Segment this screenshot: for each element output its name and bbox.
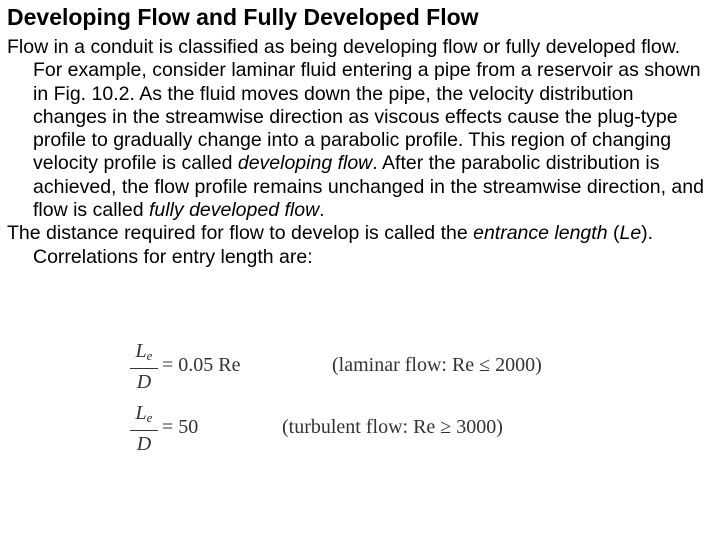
- fraction-denominator: D: [136, 433, 152, 455]
- equation-laminar: [130, 340, 600, 396]
- equation-rhs: = 50: [162, 416, 199, 438]
- fraction-denominator: D: [136, 371, 152, 393]
- fraction-bar: [130, 430, 158, 431]
- page-title: Developing Flow and Fully Developed Flow: [7, 4, 479, 30]
- body-text: [7, 36, 707, 269]
- term-le: Le: [619, 222, 642, 245]
- numerator-subscript: e: [146, 410, 153, 425]
- numerator-subscript: e: [146, 348, 153, 363]
- fraction-bar: [130, 368, 158, 369]
- fraction-numerator: [130, 340, 158, 367]
- paragraph-text: .: [319, 199, 325, 222]
- fraction: [130, 340, 158, 393]
- numerator-symbol: L: [135, 340, 147, 362]
- term-fully-developed-flow: fully developed flow: [148, 199, 320, 222]
- paragraph-entrance-length: [7, 222, 707, 269]
- equation-condition: (turbulent flow: Re ≥ 3000): [282, 416, 503, 438]
- term-entrance-length: entrance length: [473, 222, 608, 245]
- equation-turbulent: [130, 402, 600, 458]
- equation-condition: (laminar flow: Re ≤ 2000): [332, 354, 542, 376]
- equation-rhs: = 0.05 Re: [162, 354, 241, 376]
- paragraph-text: ). Correlations for entry length are:: [33, 222, 654, 268]
- fraction-numerator: [130, 402, 158, 429]
- paragraph-text: The distance required for flow to develop is called the: [7, 222, 474, 245]
- paragraph-text: (: [607, 222, 620, 245]
- fraction: [130, 402, 158, 455]
- term-developing-flow: developing flow: [237, 152, 373, 175]
- paragraph-text: . After the parabolic distribution is achieved, the flow profile remains unchanged in the streamwise direction, and flow is called: [33, 152, 704, 222]
- paragraph-text: Flow in a conduit is classified as being developing flow or fully developed flow. For example, consider laminar fluid entering a pipe from a reservoir as shown in Fig. 10.2. As the fluid moves down the pipe, the velocity distribution changes in the streamwise direction as viscous effects cause the plug-type profile to gradually change into a parabolic profile. This region of changing velocity profile is called: [7, 36, 701, 175]
- numerator-symbol: L: [135, 402, 147, 424]
- paragraph-developing-flow: [7, 36, 707, 222]
